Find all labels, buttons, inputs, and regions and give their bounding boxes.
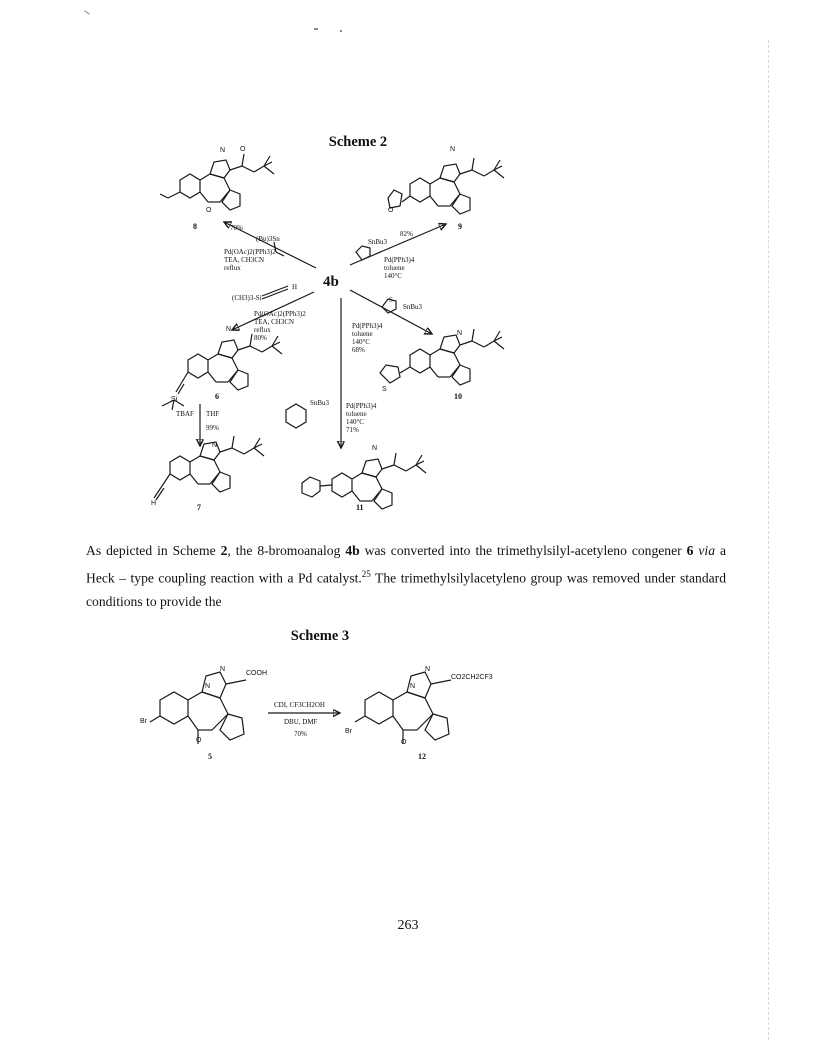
compound-label-10: 10 (454, 392, 462, 401)
atom-n: N (220, 666, 226, 673)
compound-label-6: 6 (215, 392, 219, 401)
atom-n: N (450, 146, 456, 153)
center-compound-4b: 4b (323, 274, 339, 290)
citation: 25 (361, 568, 371, 579)
reagent-to-7-right: THF (206, 410, 220, 418)
yield-to-9: 82% (400, 230, 413, 238)
para-text: , the 8-bromoanalog (227, 543, 346, 558)
page-number: 263 (397, 918, 419, 933)
compound-ref: 6 (686, 543, 694, 558)
atom-o: O (240, 146, 246, 153)
atom-o: O (388, 207, 394, 214)
scheme-ref: 2 (220, 543, 228, 558)
compound-label-5: 5 (208, 752, 212, 761)
compound-label-11: 11 (356, 503, 364, 512)
conditions-to-11: Pd(PPh3)4 toluene 140°C 71% (346, 402, 377, 434)
scheme-3-drawing (0, 640, 816, 780)
atom-n: N (410, 683, 416, 690)
substituent-br-right: Br (345, 728, 352, 735)
reagent-tms-acetylene (262, 286, 288, 299)
atom-n: N (212, 442, 218, 449)
scheme-3-reagents-bottom: DBU, DMF (284, 718, 318, 726)
atom-o: O (196, 737, 202, 744)
atom-n: N (425, 666, 431, 673)
conditions-to-8: Pd(OAc)2(PPh3)2 TEA, CH3CN reflux (224, 248, 276, 272)
structure-10 (380, 329, 504, 385)
reagent-to-10: SnBu3 (403, 303, 423, 311)
atom-n: N (457, 330, 463, 337)
para-italic: via (698, 543, 715, 558)
structure-9 (388, 158, 504, 214)
para-text: was converted into the trimethylsilyl-acetyleno congener (359, 543, 687, 558)
atom-si: Si (171, 396, 178, 403)
para-text: The trimethylsilylacetyleno group was removed under standard conditions to provide the (86, 570, 727, 609)
reagent-to-10-s: S (389, 296, 393, 304)
reagent-to-11: SnBu3 (310, 399, 330, 407)
compound-label-8: 8 (193, 222, 197, 231)
structure-5 (150, 672, 246, 744)
conditions-to-6: Pd(OAc)2(PPh3)2 TEA, CH3CN reflux 80% (254, 310, 306, 342)
substituent-cooh: COOH (246, 670, 267, 677)
yield-to-7: 99% (206, 424, 219, 432)
structure-12 (355, 672, 451, 744)
scheme-3-reagents-top: CDI, CF3CH2OH (274, 701, 325, 709)
reagent-to-6: (CH3)3-Si (232, 294, 262, 302)
atom-o: O (206, 207, 212, 214)
yield-to-8: 70% (230, 224, 243, 232)
structure-8 (160, 154, 274, 210)
substituent-br-left: Br (140, 718, 147, 725)
body-paragraph (86, 539, 726, 613)
atom-h: H (151, 500, 157, 507)
structure-11 (302, 453, 426, 509)
reagent-to-8: (Bu)3Sn (256, 235, 280, 243)
atom-s: S (382, 386, 387, 393)
substituent-ester: CO2CH2CF3 (451, 674, 493, 681)
compound-label-12: 12 (418, 752, 426, 761)
compound-label-7: 7 (197, 503, 201, 512)
atom-n: N (220, 147, 226, 154)
structure-6 (162, 334, 282, 410)
para-text: a Heck – type coupling reaction with a Pd catalyst. (86, 543, 726, 586)
atom-o: O (401, 739, 407, 746)
structure-7 (154, 436, 264, 500)
compound-ref: 4b (345, 543, 360, 558)
reagent-to-9: SnBu3 (368, 238, 388, 246)
scheme-3-title: Scheme 3 (290, 628, 350, 644)
reagent-phenylstannane (286, 404, 306, 428)
reagent-to-6-h: H (292, 283, 298, 291)
conditions-to-10: Pd(PPh3)4 toluene 140°C 68% (352, 322, 383, 354)
atom-n: N (205, 683, 211, 690)
compound-label-9: 9 (458, 222, 462, 231)
atom-n: N (226, 326, 232, 333)
scheme-2-title: Scheme 2 (328, 134, 388, 150)
para-text: As depicted in Scheme (86, 543, 221, 558)
reagent-to-7-left: TBAF (176, 410, 194, 418)
scheme-3-yield: 70% (294, 730, 307, 738)
conditions-to-9: Pd(PPh3)4 toluene 140°C (384, 256, 415, 280)
atom-n: N (372, 445, 378, 452)
